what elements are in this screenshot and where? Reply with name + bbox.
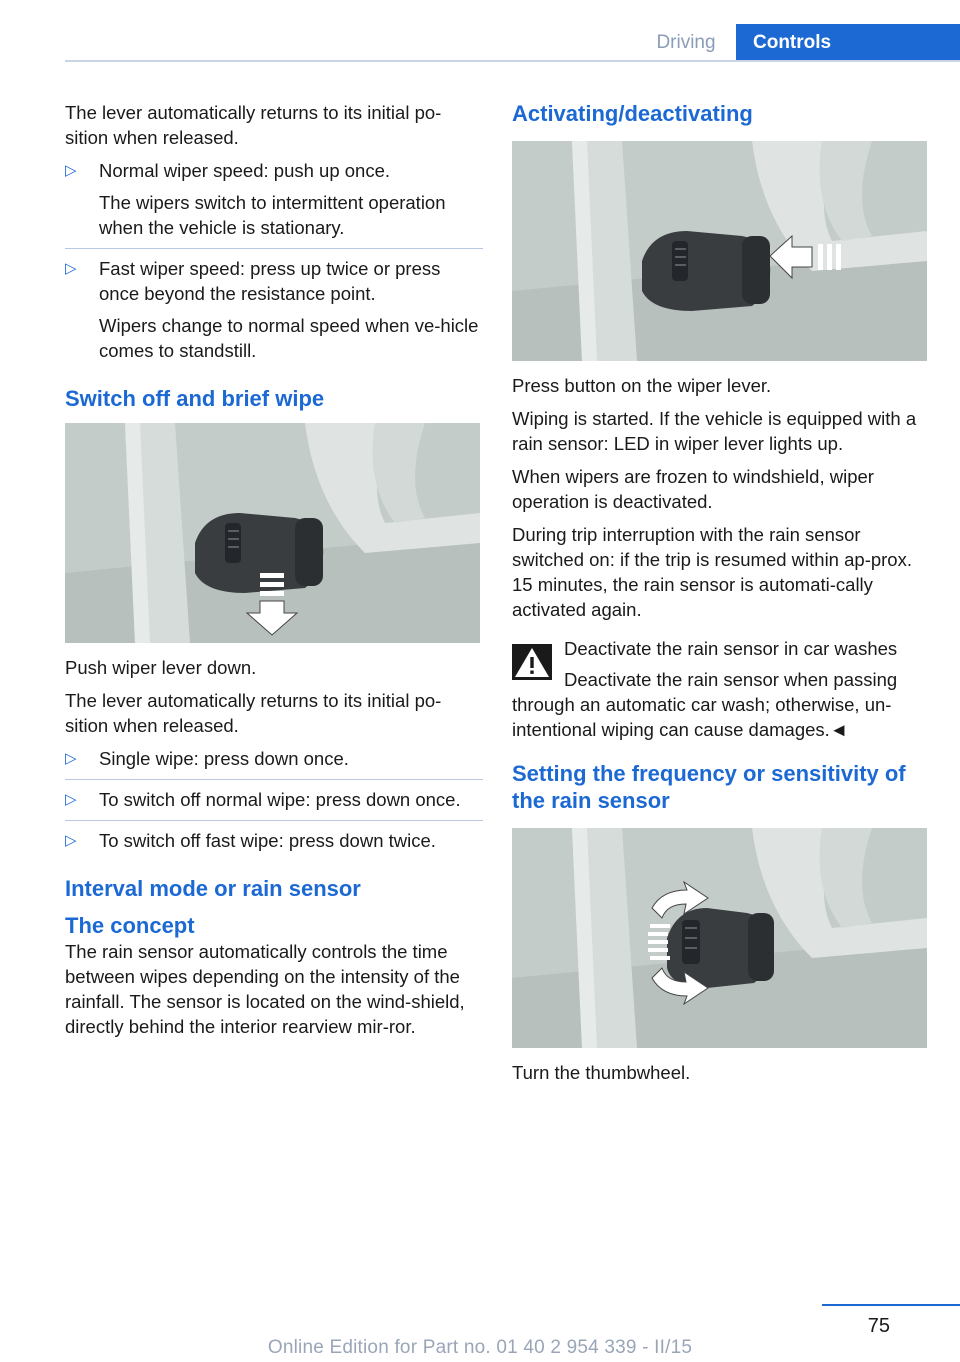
figure-wiper-button bbox=[512, 141, 927, 361]
triangle-right-icon: ▷ bbox=[65, 791, 77, 808]
section-heading-activating: Activating/deactivating bbox=[512, 101, 753, 126]
list-item-subtext: Wipers change to normal speed when ve-hicle comes to standstill. bbox=[99, 315, 479, 361]
frozen-text: When wipers are frozen to windshield, wiper operation is deactivated. bbox=[512, 466, 874, 512]
footer-edition: Online Edition for Part no. 01 40 2 954 339 - II/15 bbox=[267, 1337, 693, 1358]
list-item-text: Normal wiper speed: push up once. bbox=[99, 160, 391, 181]
figure-thumbwheel bbox=[512, 828, 927, 1048]
intro-text: The lever automatically returns to its initial po-sition when released. bbox=[65, 102, 442, 148]
header-divider bbox=[65, 60, 960, 62]
list-item bbox=[65, 828, 483, 861]
thumbwheel-text: Turn the thumbwheel. bbox=[512, 1062, 691, 1083]
list-item bbox=[65, 787, 483, 821]
concept-text: The rain sensor automatically controls the time between wipes depending on the intensity of the rainfall. The sensor is located on the wind-shield, directly behind the interior rearview mir-ror. bbox=[65, 941, 465, 1037]
list-item bbox=[65, 158, 483, 249]
warning-title: Deactivate the rain sensor in car washes bbox=[564, 638, 898, 659]
warning-triangle-icon bbox=[512, 644, 552, 680]
speed-list bbox=[65, 158, 483, 371]
wiper-lever-down-illustration bbox=[65, 423, 480, 643]
list-item-subtext: The wipers switch to intermittent operation when the vehicle is stationary. bbox=[99, 192, 446, 238]
warning-box bbox=[512, 636, 932, 661]
list-item-text: To switch off fast wipe: press down twice. bbox=[99, 830, 436, 851]
left-column bbox=[65, 100, 483, 1047]
list-item bbox=[65, 746, 483, 780]
footer-divider bbox=[822, 1304, 960, 1306]
triangle-right-icon: ▷ bbox=[65, 260, 77, 277]
list-item bbox=[65, 256, 483, 371]
triangle-right-icon: ▷ bbox=[65, 750, 77, 767]
thumbwheel-illustration bbox=[512, 828, 927, 1048]
triangle-right-icon: ▷ bbox=[65, 162, 77, 179]
list-item-text: Fast wiper speed: press up twice or press once beyond the resistance point. bbox=[99, 258, 441, 304]
list-item-text: To switch off normal wipe: press down once. bbox=[99, 789, 461, 810]
list-item-text: Single wipe: press down once. bbox=[99, 748, 349, 769]
press-button-text: Press button on the wiper lever. bbox=[512, 375, 772, 396]
section-heading-interval: Interval mode or rain sensor bbox=[65, 876, 361, 901]
tab-controls[interactable]: Controls bbox=[736, 24, 960, 62]
subheading-concept: The concept bbox=[65, 913, 195, 938]
push-down-text: Push wiper lever down. bbox=[65, 657, 257, 678]
warning-text: Deactivate the rain sensor when passing through an automatic car wash; otherwise, un-intentional wiping can cause damages.◄ bbox=[512, 669, 898, 740]
returns-text: The lever automatically returns to its initial po-sition when released. bbox=[65, 690, 442, 736]
page-number: 75 bbox=[867, 1315, 890, 1337]
tab-driving[interactable]: Driving bbox=[656, 32, 716, 53]
wiper-lever-button-illustration bbox=[512, 141, 927, 361]
section-heading-switch-off: Switch off and brief wipe bbox=[65, 386, 325, 411]
figure-wiper-down bbox=[65, 423, 480, 643]
section-heading-frequency: Setting the frequency or sensitivity of the rain sensor bbox=[512, 761, 906, 813]
switch-off-list bbox=[65, 746, 483, 861]
right-column bbox=[512, 100, 932, 1093]
triangle-right-icon: ▷ bbox=[65, 832, 77, 849]
wiping-started-text: Wiping is started. If the vehicle is equipped with a rain sensor: LED in wiper lever lights up. bbox=[512, 408, 917, 454]
trip-text: During trip interruption with the rain sensor switched on: if the trip is resumed within ap-prox. 15 minutes, the rain sensor is automati-cally activated again. bbox=[512, 524, 912, 620]
